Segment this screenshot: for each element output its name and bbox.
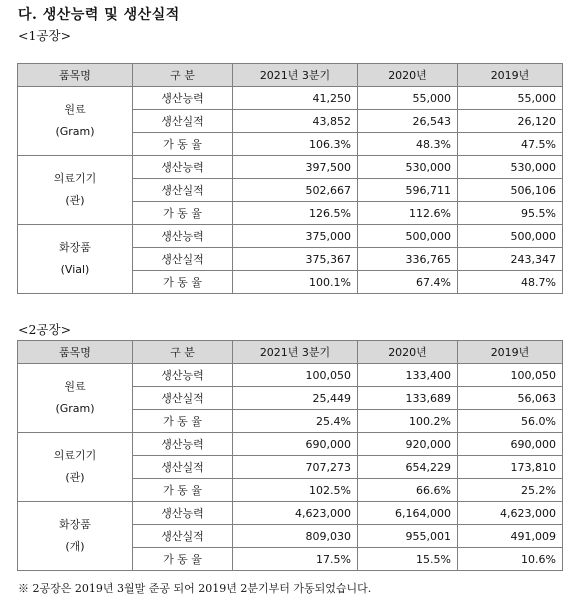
value-2019-cell: 4,623,000 (458, 502, 563, 525)
category-cell: 가 동 율 (133, 548, 233, 571)
value-2020-cell: 500,000 (358, 225, 458, 248)
category-cell: 가 동 율 (133, 410, 233, 433)
value-2020-cell: 955,001 (358, 525, 458, 548)
category-cell: 생산능력 (133, 364, 233, 387)
value-2021q3-cell: 43,852 (233, 110, 358, 133)
value-2020-cell: 336,765 (358, 248, 458, 271)
value-2020-cell: 596,711 (358, 179, 458, 202)
value-2019-cell: 56,063 (458, 387, 563, 410)
value-2021q3-cell: 25,449 (233, 387, 358, 410)
value-2020-cell: 133,400 (358, 364, 458, 387)
category-cell: 생산능력 (133, 156, 233, 179)
value-2021q3-cell: 126.5% (233, 202, 358, 225)
value-2021q3-cell: 375,000 (233, 225, 358, 248)
value-2019-cell: 530,000 (458, 156, 563, 179)
value-2019-cell: 26,120 (458, 110, 563, 133)
value-2021q3-cell: 375,367 (233, 248, 358, 271)
plant1-table (17, 63, 563, 294)
header-2020: 2020년 (358, 341, 458, 364)
value-2021q3-cell: 106.3% (233, 133, 358, 156)
value-2019-cell: 95.5% (458, 202, 563, 225)
table-row (18, 87, 563, 110)
item-name-cell (18, 156, 133, 225)
plant2-table (17, 340, 563, 571)
value-2021q3-cell: 100.1% (233, 271, 358, 294)
category-cell: 생산능력 (133, 225, 233, 248)
header-row (18, 341, 563, 364)
table-row (18, 502, 563, 525)
value-2021q3-cell: 502,667 (233, 179, 358, 202)
value-2019-cell: 173,810 (458, 456, 563, 479)
item-name-cell (18, 87, 133, 156)
value-2019-cell: 491,009 (458, 525, 563, 548)
item-name: 원료 (64, 103, 86, 116)
category-cell: 생산실적 (133, 110, 233, 133)
value-2021q3-cell: 17.5% (233, 548, 358, 571)
header-2021q3: 2021년 3분기 (233, 64, 358, 87)
category-cell: 가 동 율 (133, 202, 233, 225)
item-unit: (Gram) (55, 402, 95, 415)
value-2021q3-cell: 100,050 (233, 364, 358, 387)
value-2020-cell: 26,543 (358, 110, 458, 133)
value-2019-cell: 500,000 (458, 225, 563, 248)
value-2020-cell: 112.6% (358, 202, 458, 225)
category-cell: 가 동 율 (133, 133, 233, 156)
item-unit: (Vial) (60, 263, 90, 276)
value-2021q3-cell: 102.5% (233, 479, 358, 502)
category-cell: 생산실적 (133, 456, 233, 479)
item-name: 의료기기 (53, 449, 97, 462)
table-row (18, 225, 563, 248)
item-name: 원료 (64, 380, 86, 393)
header-item-name: 품목명 (18, 341, 133, 364)
category-cell: 생산능력 (133, 87, 233, 110)
table-row (18, 364, 563, 387)
item-name-cell (18, 364, 133, 433)
value-2021q3-cell: 690,000 (233, 433, 358, 456)
value-2019-cell: 243,347 (458, 248, 563, 271)
item-name: 화장품 (59, 518, 91, 531)
value-2019-cell: 25.2% (458, 479, 563, 502)
value-2020-cell: 530,000 (358, 156, 458, 179)
category-cell: 생산실적 (133, 525, 233, 548)
table-row (18, 156, 563, 179)
header-2019: 2019년 (458, 64, 563, 87)
header-row (18, 64, 563, 87)
item-unit: (관) (65, 194, 85, 207)
header-2019: 2019년 (458, 341, 563, 364)
value-2020-cell: 100.2% (358, 410, 458, 433)
value-2021q3-cell: 397,500 (233, 156, 358, 179)
value-2020-cell: 133,689 (358, 387, 458, 410)
category-cell: 생산실적 (133, 248, 233, 271)
item-unit: (관) (65, 471, 85, 484)
header-category: 구 분 (133, 64, 233, 87)
item-name-cell (18, 433, 133, 502)
value-2019-cell: 100,050 (458, 364, 563, 387)
value-2021q3-cell: 707,273 (233, 456, 358, 479)
value-2020-cell: 15.5% (358, 548, 458, 571)
plant2-label: <2공장> (18, 322, 72, 337)
value-2019-cell: 690,000 (458, 433, 563, 456)
value-2019-cell: 47.5% (458, 133, 563, 156)
header-item-name: 품목명 (18, 64, 133, 87)
table-row (18, 433, 563, 456)
header-2021q3: 2021년 3분기 (233, 341, 358, 364)
value-2019-cell: 55,000 (458, 87, 563, 110)
value-2019-cell: 56.0% (458, 410, 563, 433)
plant1-label: <1공장> (18, 28, 72, 43)
value-2020-cell: 6,164,000 (358, 502, 458, 525)
item-unit: (Gram) (55, 125, 95, 138)
value-2021q3-cell: 809,030 (233, 525, 358, 548)
category-cell: 생산실적 (133, 387, 233, 410)
item-name-cell (18, 502, 133, 571)
value-2019-cell: 506,106 (458, 179, 563, 202)
category-cell: 생산능력 (133, 502, 233, 525)
value-2019-cell: 48.7% (458, 271, 563, 294)
category-cell: 가 동 율 (133, 271, 233, 294)
footnote: ※ 2공장은 2019년 3월말 준공 되어 2019년 2분기부터 가동되었습니다. (18, 582, 372, 595)
value-2020-cell: 66.6% (358, 479, 458, 502)
value-2020-cell: 48.3% (358, 133, 458, 156)
item-unit: (개) (65, 540, 85, 553)
item-name: 화장품 (59, 241, 91, 254)
category-cell: 가 동 율 (133, 479, 233, 502)
category-cell: 생산실적 (133, 179, 233, 202)
section-heading: 다. 생산능력 및 생산실적 (18, 7, 180, 23)
category-cell: 생산능력 (133, 433, 233, 456)
header-2020: 2020년 (358, 64, 458, 87)
value-2020-cell: 920,000 (358, 433, 458, 456)
value-2021q3-cell: 41,250 (233, 87, 358, 110)
value-2021q3-cell: 25.4% (233, 410, 358, 433)
header-category: 구 분 (133, 341, 233, 364)
value-2020-cell: 654,229 (358, 456, 458, 479)
value-2019-cell: 10.6% (458, 548, 563, 571)
value-2021q3-cell: 4,623,000 (233, 502, 358, 525)
value-2020-cell: 55,000 (358, 87, 458, 110)
item-name: 의료기기 (53, 172, 97, 185)
value-2020-cell: 67.4% (358, 271, 458, 294)
item-name-cell (18, 225, 133, 294)
